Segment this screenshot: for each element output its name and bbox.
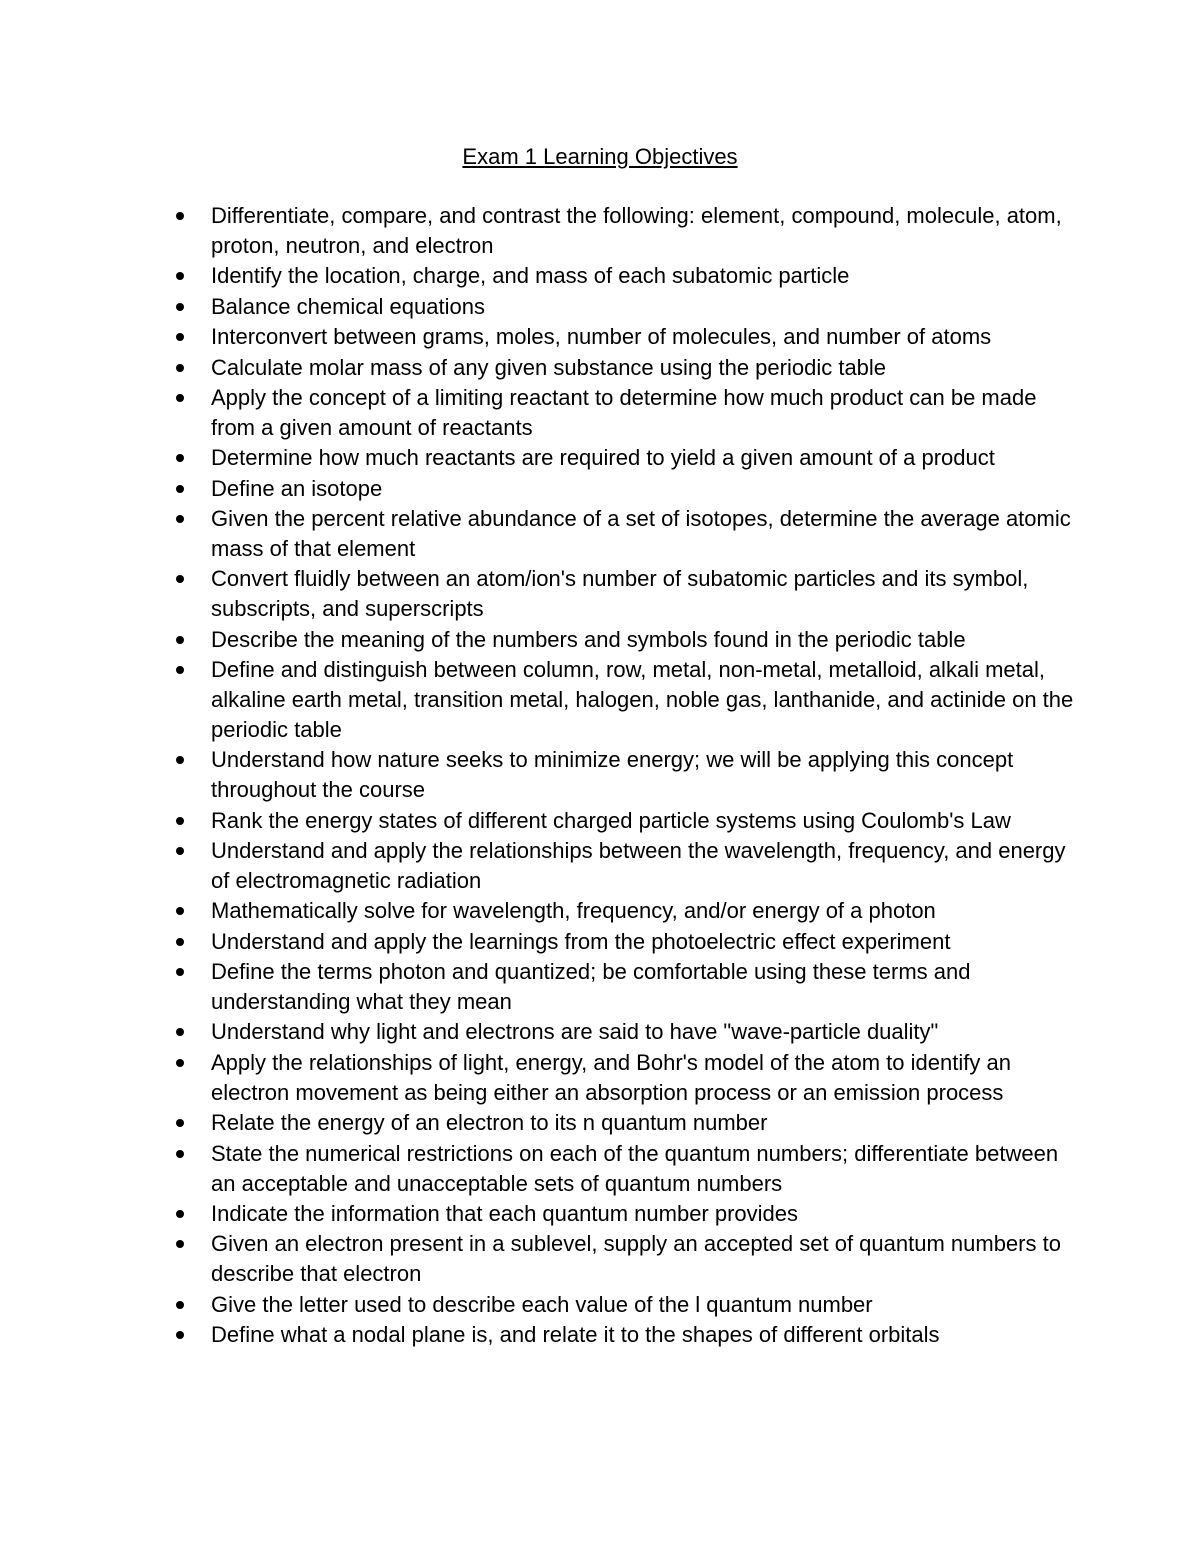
list-item [0,261,1200,291]
bullet-icon [176,575,184,583]
objective-text: Rank the energy states of different charged particle systems using Coulomb's Law [211,807,1011,833]
objective-text: Define and distinguish between column, row, metal, non-metal, metalloid, alkali metal, alkaline earth metal, transition metal, halogen, noble gas, lanthanide, and actinide on the periodic table [211,657,1074,742]
bullet-icon [176,272,184,280]
list-item [0,1108,1200,1138]
list-item [0,806,1200,836]
bullet-icon [176,1240,184,1248]
list-item [0,1199,1200,1229]
objective-text: Understand and apply the learnings from the photoelectric effect experiment [211,928,951,954]
objective-text: Define the terms photon and quantized; be comfortable using these terms and understanding what they mean [211,959,971,1015]
list-item [0,1017,1200,1047]
objective-text: Indicate the information that each quantum number provides [211,1200,799,1226]
bullet-icon [176,847,184,855]
bullet-icon [176,333,184,341]
objective-text: Given the percent relative abundance of a set of isotopes, determine the average atomic mass of that element [211,506,1071,561]
objective-text: Differentiate, compare, and contrast the following: element, compound, molecule, atom, proton, neutron, and electron [211,203,1062,258]
bullet-icon [176,666,184,674]
bullet-icon [176,1028,184,1036]
list-item [0,292,1200,322]
list-item [0,383,1200,443]
objective-text: Mathematically solve for wavelength, frequency, and/or energy of a photon [211,898,936,924]
objective-text: Balance chemical equations [211,293,485,319]
bullet-icon [176,756,184,764]
bullet-icon [176,1301,184,1309]
list-item [0,896,1200,926]
objective-text: Relate the energy of an electron to its n quantum number [211,1110,768,1136]
list-item [0,1139,1200,1199]
objective-text: Identify the location, charge, and mass of each subatomic particle [211,263,850,289]
list-item [0,1320,1200,1350]
list-item [0,836,1200,896]
list-item [0,927,1200,957]
objective-text: Apply the concept of a limiting reactant to determine how much product can be made from a given amount of reactants [211,384,1037,440]
list-item [0,474,1200,504]
bullet-icon [176,303,184,311]
bullet-icon [176,1059,184,1067]
objective-text: Describe the meaning of the numbers and symbols found in the periodic table [211,626,966,652]
objectives-list [0,201,1200,1350]
objective-text: Understand and apply the relationships between the wavelength, frequency, and energy of electromagnetic radiation [211,838,1066,893]
objective-text: Convert fluidly between an atom/ion's number of subatomic particles and its symbol, subscripts, and superscripts [211,566,1029,622]
bullet-icon [176,938,184,946]
objective-text: Understand why light and electrons are said to have "wave-particle duality" [211,1019,939,1045]
bullet-icon [176,1331,184,1339]
bullet-icon [176,394,184,402]
list-item [0,1048,1200,1108]
objective-text: Given an electron present in a sublevel, supply an accepted set of quantum numbers to describe that electron [211,1231,1061,1287]
objective-text: Interconvert between grams, moles, number of molecules, and number of atoms [211,324,992,350]
bullet-icon [176,907,184,915]
objective-text: Understand how nature seeks to minimize energy; we will be applying this concept throughout the course [211,747,1014,803]
list-item [0,564,1200,624]
bullet-icon [176,364,184,372]
list-item [0,322,1200,352]
page-title: Exam 1 Learning Objectives [462,144,738,169]
list-item [0,655,1200,745]
bullet-icon [176,636,184,644]
objective-text: Define what a nodal plane is, and relate it to the shapes of different orbitals [211,1322,940,1348]
bullet-icon [176,515,184,523]
bullet-icon [176,485,184,493]
list-item [0,625,1200,655]
list-item [0,353,1200,383]
objective-text: Give the letter used to describe each value of the l quantum number [211,1291,873,1317]
list-item [0,745,1200,805]
objective-text: Calculate molar mass of any given substance using the periodic table [211,354,887,380]
list-item [0,504,1200,564]
objective-text: Determine how much reactants are required to yield a given amount of a product [211,445,995,471]
bullet-icon [176,1150,184,1158]
list-item [0,957,1200,1017]
objective-text: Apply the relationships of light, energy, and Bohr's model of the atom to identify an electron movement as being either an absorption process or an emission process [211,1049,1011,1105]
bullet-icon [176,212,184,220]
objective-text: Define an isotope [211,475,383,501]
bullet-icon [176,454,184,462]
bullet-icon [176,1119,184,1127]
list-item [0,1290,1200,1320]
list-item [0,443,1200,473]
objective-text: State the numerical restrictions on each of the quantum numbers; differentiate between an acceptable and unacceptable sets of quantum numbers [211,1140,1059,1196]
bullet-icon [176,968,184,976]
list-item [0,1229,1200,1289]
bullet-icon [176,817,184,825]
bullet-icon [176,1210,184,1218]
list-item [0,201,1200,261]
